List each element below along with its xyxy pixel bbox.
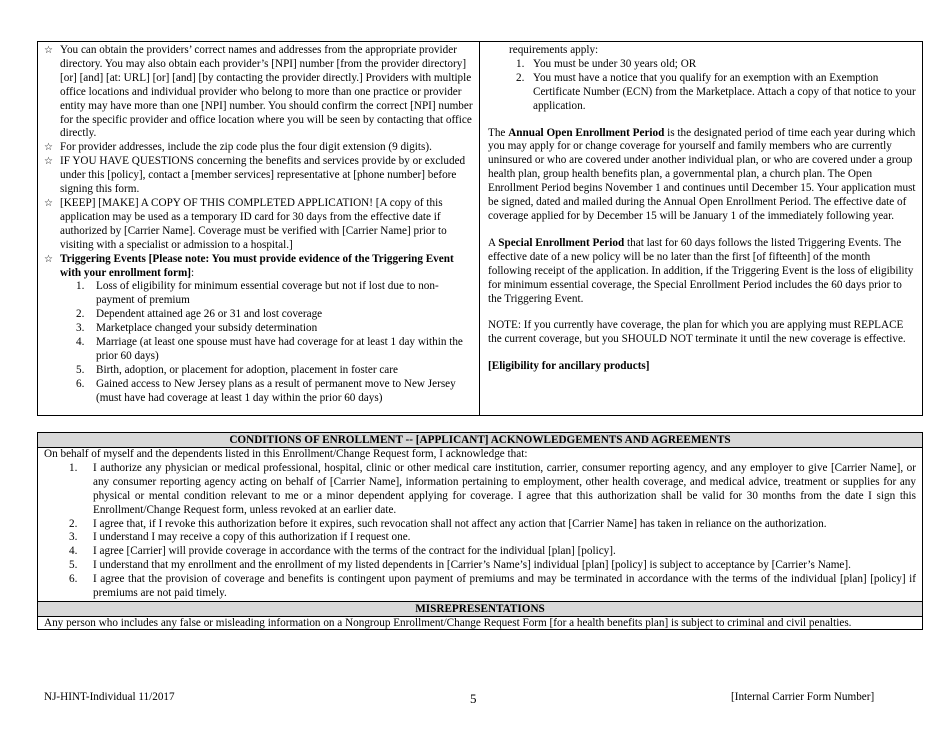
list-item: 1. You must be under 30 years old; OR <box>516 57 697 70</box>
list-item: 5. Birth, adoption, or placement for adoption, placement in foster care <box>76 363 398 376</box>
list-item: 1. Loss of eligibility for minimum essential coverage but not if lost due to non-payment of premium <box>76 280 439 307</box>
list-item: 1. I authorize any physician or medical professional, hospital, clinic or other medical care institution, carrier, consumer reporting agency, and any employer to give [Carrier Name], or any consumer reporting agency acting on behalf of [Carrier Name], information pertaining to employment, other health coverage, and medical advice, treatment or supplies for any physical or mental condition relevant to me or a minor dependent applying for coverage. I agree that this authorization shall be valid for 30 months from the date I sign this Enrollment/Change Request form, unless revoked at an earlier date. <box>69 461 916 516</box>
special-enrollment-paragraph: A Special Enrollment Period that last for 60 days follows the listed Triggering Events. The effective date of a new policy will be no later than the first [of fifteenth] of the month following receipt of the application. In addition, if the Triggering Event is the loss of eligibility for minimum essential coverage, the Special Enrollment Period includes the 60 days prior to the Triggering Event. <box>488 236 914 305</box>
coverage-note: NOTE: If you currently have coverage, the plan for which you are applying must REPLACE the current coverage, but you SHOULD NOT terminate it until the new coverage is effective. <box>488 319 906 346</box>
bullet-provider-directory: ☆ You can obtain the providers’ correct names and addresses from the appropriate provider directory. You may also obtain each provider’s [NPI] number [from the provider directory] [or] [and] [at: URL] [or] [and] [by contacting the provider directly.] Providers with multiple office locations and individual provider who belong to more than one practice or provider entity may have more than one [NPI] number. You should confirm the correct [NPI] number for the specific provider and office location where you will be seen by contacting that office directly. <box>44 44 473 140</box>
list-item: 6. Gained access to New Jersey plans as a result of permanent move to New Jersey (must have had coverage at least 1 day within the prior 60 days) <box>76 377 456 404</box>
conditions-box <box>37 432 923 630</box>
carrier-form-number: [Internal Carrier Form Number] <box>731 691 875 703</box>
right-column <box>480 42 922 415</box>
page-number: 5 <box>470 691 477 706</box>
list-item: 5. I understand that my enrollment and the enrollment of my listed dependents in [Carrier’s Name’s] individual [plan] [policy] is subject to acceptance by [Carrier’s Name]. <box>69 559 851 572</box>
bullet-triggering-events: ☆ Triggering Events [Please note: You must provide evidence of the Triggering Event with your enrollment form]: <box>44 252 454 279</box>
list-item: 2. I agree that, if I revoke this authorization before it expires, such revocation shall not affect any action that [Carrier Name] has taken in reliance on the authorization. <box>69 517 827 530</box>
ancillary-eligibility: [Eligibility for ancillary products] <box>488 360 650 373</box>
enrollment-info-box <box>37 41 923 416</box>
triggering-events-heading: Triggering Events [Please note: You must provide evidence of the Triggering Event with your enrollment form] <box>60 252 454 279</box>
requirements-list <box>488 58 916 114</box>
conditions-intro: On behalf of myself and the dependents listed in this Enrollment/Change Request form, I acknowledge that: <box>44 448 528 460</box>
annual-open-enrollment-paragraph: The Annual Open Enrollment Period is the designated period of time each year during which you may apply for or change coverage for yourself and family members who are currently uninsured or who are covered under another individual plan, or who are covered under a group health plan, group health benefits plan, a governmental plan, a church plan. The Open Enrollment Period begins November 1 and continues until December 15. Your application must be signed, dated and mailed during the Annual Open Enrollment Period. The effective date of coverage applied for by December 15 will be January 1 of the immediately following year. <box>488 126 916 222</box>
star-bullet-icon: ☆ <box>44 253 53 265</box>
list-item: 2. Dependent attained age 26 or 31 and lost coverage <box>76 308 323 321</box>
star-bullet-icon: ☆ <box>44 142 53 154</box>
misrepresentations-heading: MISREPRESENTATIONS <box>38 601 922 617</box>
list-item: 6. I agree that the provision of coverage and benefits is contingent upon payment of premiums and may be terminated in accordance with the terms of the individual [plan] [policy] if premiums are not paid timely. <box>69 573 916 600</box>
triggering-events-list <box>44 280 475 405</box>
requirements-intro: requirements apply: <box>509 44 599 56</box>
bullet-zip-code: ☆ For provider addresses, include the zip code plus the four digit extension (9 digits). <box>44 141 432 154</box>
conditions-heading: CONDITIONS OF ENROLLMENT -- [APPLICANT] ACKNOWLEDGEMENTS AND AGREEMENTS <box>38 433 922 448</box>
star-bullet-icon: ☆ <box>44 156 53 168</box>
list-item: 4. Marriage (at least one spouse must have had coverage for at least 1 day within the prior 60 days) <box>76 336 463 362</box>
list-item: 3. I understand I may receive a copy of this authorization if I request one. <box>69 531 411 544</box>
bullet-keep-copy: ☆ [KEEP] [MAKE] A COPY OF THIS COMPLETED APPLICATION! [A copy of this application may be used as a temporary ID card for 30 days from the effective date if authorized by [Carrier Name]. Coverage must be verified with [Carrier Name] prior to visiting with a specialist or admission to a hospital.] <box>44 196 447 251</box>
conditions-list <box>44 462 916 601</box>
bullet-questions: ☆ IF YOU HAVE QUESTIONS concerning the benefits and services provide by or excluded under this [policy], contact a [member services] representative at [phone number] before signing this form. <box>44 155 466 196</box>
left-column <box>38 42 480 415</box>
list-item: 3. Marketplace changed your subsidy determination <box>76 322 318 335</box>
list-item: 4. I agree [Carrier] will provide coverage in accordance with the terms of the contract for the individual [plan] [policy]. <box>69 545 616 558</box>
conditions-body <box>38 448 922 601</box>
star-bullet-icon: ☆ <box>44 197 53 209</box>
star-bullet-icon: ☆ <box>44 45 53 56</box>
form-id: NJ-HINT-Individual 11/2017 <box>44 691 175 703</box>
misrepresentations-text: Any person who includes any false or misleading information on a Nongroup Enrollment/Change Request Form [for a health benefits plan] is subject to criminal and civil penalties. <box>44 616 852 629</box>
list-item: 2. You must have a notice that you qualify for an exemption with an Exemption Certificate Number (ECN) from the Marketplace. Attach a copy of that notice to your application. <box>516 71 916 112</box>
